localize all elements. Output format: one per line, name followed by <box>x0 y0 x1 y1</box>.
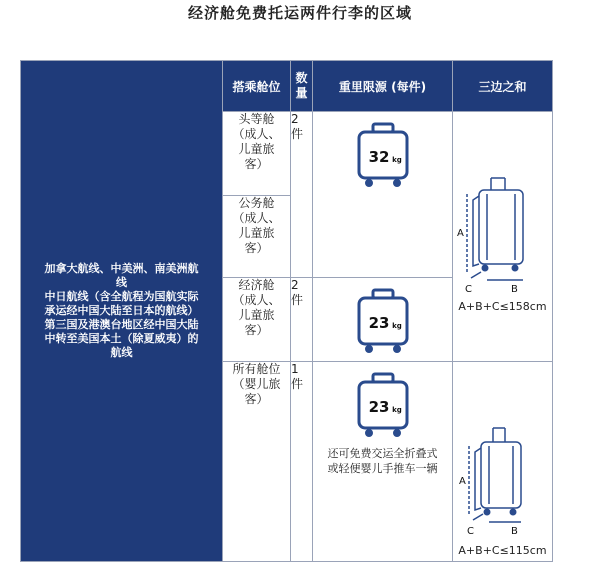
cabin-text: 儿童旅 <box>238 142 275 156</box>
qty-infant <box>291 362 313 562</box>
weight-economy <box>313 278 453 362</box>
header-qty <box>291 61 313 112</box>
cabin-first <box>223 112 291 196</box>
cabin-text: 经济舱 <box>238 278 275 292</box>
dim-label-a: A <box>459 476 466 487</box>
cabin-text: 客） <box>244 392 269 406</box>
cabin-text: 公务舱 <box>238 196 275 210</box>
cabin-text: （成人、 <box>232 211 281 225</box>
cabin-text: （成人、 <box>232 293 281 307</box>
dims-formula: A+B+C≤115cm <box>458 544 547 557</box>
dim-label-c: C <box>465 284 472 295</box>
route-line: 航线 <box>110 346 133 359</box>
qty-unit: 件 <box>291 293 304 307</box>
cabin-economy <box>223 278 291 362</box>
route-line: 第三国及港澳台地区经中国大陆 <box>44 318 199 331</box>
dims-cell-2 <box>453 362 553 562</box>
header-cabin: 搭乘舱位 <box>223 61 291 112</box>
cabin-text: 儿童旅 <box>238 308 275 322</box>
suitcase-weight-icon <box>353 288 413 356</box>
weight-number: 23 <box>368 398 389 416</box>
weight-unit: kg <box>391 406 402 414</box>
weight-unit: kg <box>391 322 402 330</box>
dim-label-a: A <box>457 228 464 239</box>
suitcase-weight-icon <box>353 122 413 190</box>
note-line: 或轻便婴儿手推车一辆 <box>327 462 438 475</box>
baggage-allowance-table <box>20 60 553 562</box>
cabin-text: （成人、 <box>232 127 281 141</box>
route-line: 加拿大航线、中美洲、南美洲航 <box>44 262 199 275</box>
qty-number: 1 <box>291 362 299 376</box>
qty-unit: 件 <box>291 127 304 141</box>
qty-first-business <box>291 112 313 278</box>
suitcase-weight-icon <box>353 372 413 440</box>
route-line: 中转至美国本土（除夏威夷）的 <box>44 332 199 345</box>
header-dims: 三边之和 <box>453 61 553 112</box>
weight-infant <box>313 362 453 562</box>
weight-number: 23 <box>368 314 389 332</box>
dims-cell-1 <box>453 112 553 362</box>
cabin-text: 所有舱位 <box>232 362 281 376</box>
cabin-text: 儿童旅 <box>238 226 275 240</box>
cabin-text: 头等舱 <box>238 112 275 126</box>
page-title: 经济舱免费托运两件行李的区域 <box>187 4 412 22</box>
dim-label-b: B <box>511 284 518 295</box>
header-weight: 重里限源 (每件) <box>313 61 453 112</box>
cabin-text: 客） <box>244 157 269 171</box>
dim-label-b: B <box>511 526 518 537</box>
cabin-business <box>223 196 291 278</box>
weight-number: 32 <box>368 148 389 166</box>
cabin-infant <box>223 362 291 562</box>
stroller-note <box>313 446 452 476</box>
route-cell <box>21 61 223 562</box>
header-qty-2: 量 <box>295 86 308 100</box>
note-line: 还可免费交运全折叠式 <box>327 447 438 460</box>
cabin-text: （婴儿旅 <box>232 377 281 391</box>
header-qty-1: 数 <box>295 71 308 85</box>
dim-label-c: C <box>467 526 474 537</box>
qty-economy <box>291 278 313 362</box>
qty-number: 2 <box>291 112 299 126</box>
cabin-text: 客） <box>244 323 269 337</box>
route-line: 承运经中国大陆至日本的航线） <box>44 304 199 317</box>
qty-number: 2 <box>291 278 299 292</box>
qty-unit: 件 <box>291 377 304 391</box>
header-row <box>21 61 553 112</box>
suitcase-dimension-icon <box>453 168 553 348</box>
weight-first-business <box>313 112 453 278</box>
dims-formula: A+B+C≤158cm <box>458 300 547 313</box>
route-line: 中日航线（含全航程为国航实际 <box>44 290 199 303</box>
route-line: 线 <box>116 276 127 289</box>
cabin-text: 客） <box>244 241 269 255</box>
weight-unit: kg <box>391 156 402 164</box>
